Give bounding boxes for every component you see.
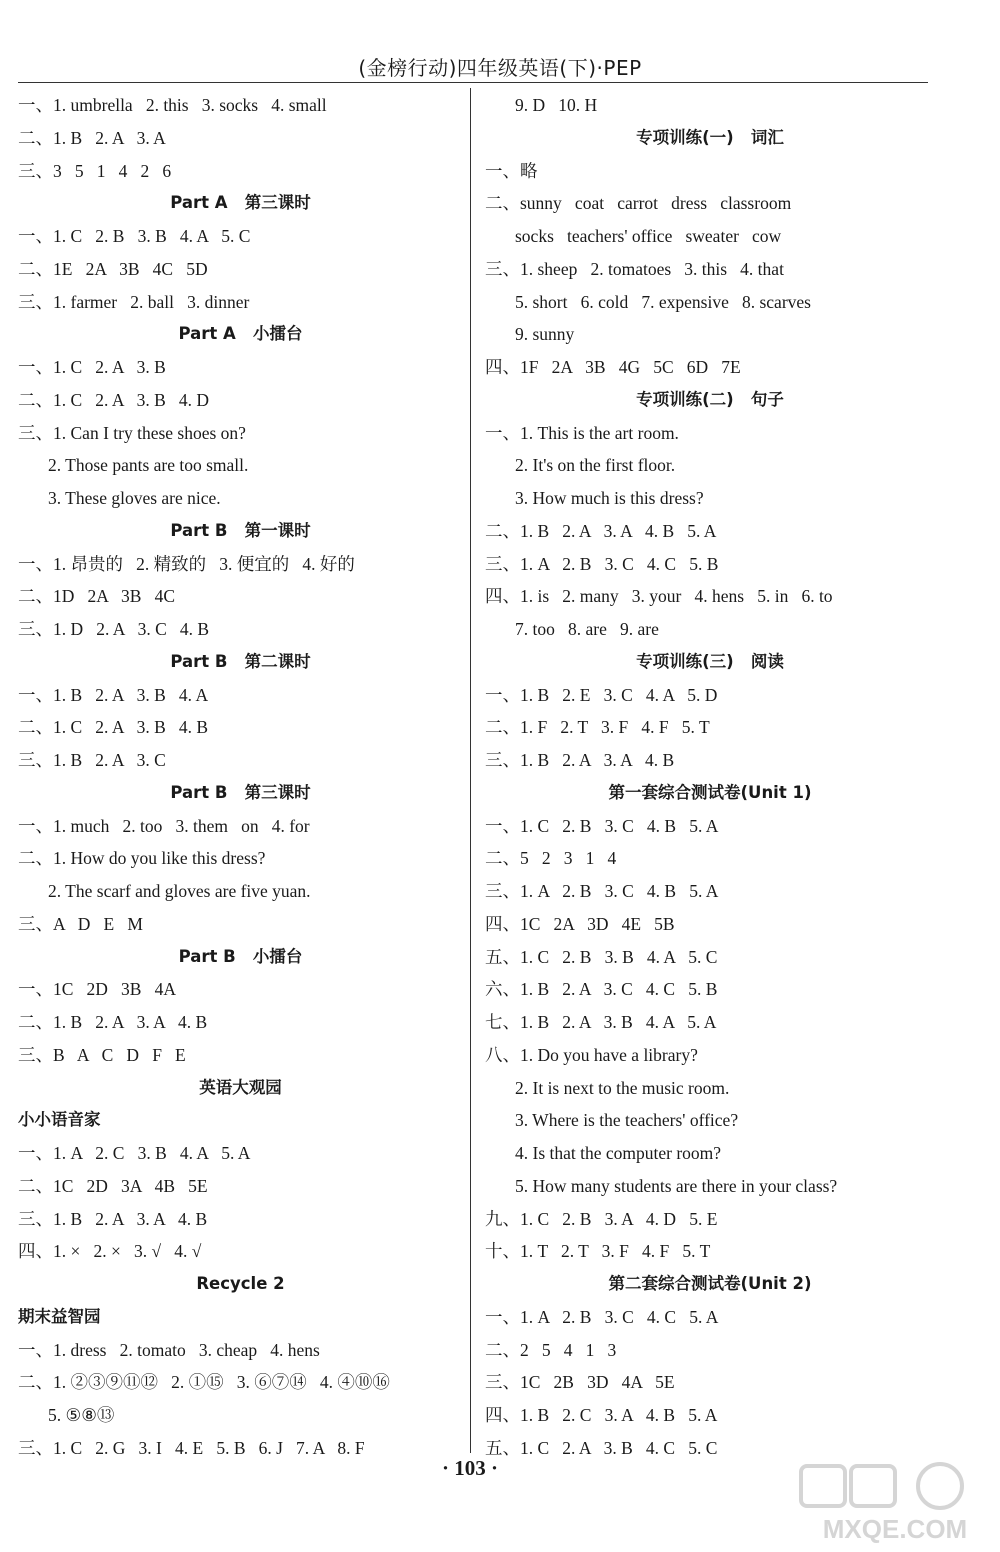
answer-line: 三、1. sheep 2. tomatoes 3. this 4. that [485,258,784,279]
right-column [485,89,935,1465]
answer-line-continued: 3. These gloves are nice. [48,488,221,508]
answer-line: 八、1. Do you have a library? [485,1044,698,1065]
section-heading: Part B 小擂台 [178,946,303,966]
section-heading: Part B 第一课时 [170,520,311,540]
section-heading: Part B 第二课时 [170,651,311,671]
header-rule [18,82,928,83]
subsection-heading: 小小语音家 [18,1110,101,1130]
answer-line: 三、1. farmer 2. ball 3. dinner [18,291,250,312]
answer-line: 二、sunny coat carrot dress classroom [485,193,792,214]
answer-line: 一、1. C 2. B 3. B 4. A 5. C [18,226,251,246]
answer-line: 二、1. How do you like this dress? [18,848,266,869]
section-heading: 第一套综合测试卷(Unit 1) [608,782,812,802]
answer-line: 二、1. C 2. A 3. B 4. B [18,717,209,738]
answer-line: 一、1. umbrella 2. this 3. socks 4. small [18,95,327,115]
answer-line: 二、5 2 3 1 4 [485,848,617,869]
answer-line-continued: 2. It's on the first floor. [515,455,676,476]
section-heading: 英语大观园 [199,1077,282,1097]
answer-line: 三、1. C 2. G 3. I 4. E 5. B 6. J 7. A 8. F [18,1437,365,1458]
answer-line-continued: 9. sunny [515,324,575,345]
answer-line-continued: 5. short 6. cold 7. expensive 8. scarves [515,291,811,312]
answer-line-continued: 2. It is next to the music room. [515,1077,730,1098]
answer-line: 二、1E 2A 3B 4C 5D [18,258,208,279]
page-number: · 103 · [441,1456,498,1480]
answer-line: 二、1C 2D 3A 4B 5E [18,1175,208,1196]
answer-line: 一、1. A 2. C 3. B 4. A 5. A [18,1143,251,1163]
section-heading: 专项训练(一) 词汇 [636,127,784,147]
section-heading: 专项训练(三) 阅读 [636,651,784,671]
column-divider [470,88,471,1453]
answer-line: 二、1. C 2. A 3. B 4. D [18,389,210,410]
answer-line: 三、1. A 2. B 3. C 4. C 5. B [485,553,719,574]
answer-line: 五、1. C 2. B 3. B 4. A 5. C [485,946,718,967]
answer-line: 三、1. D 2. A 3. C 4. B [18,619,210,639]
answer-line: 二、1D 2A 3B 4C [18,586,176,607]
section-heading: 第二套综合测试卷(Unit 2) [608,1274,812,1293]
answer-line-continued: 3. How much is this dress? [515,488,704,508]
answer-line: 三、B A C D F E [18,1044,186,1065]
section-heading: Part B 第三课时 [170,782,311,802]
answer-line: 一、1. B 2. E 3. C 4. A 5. D [485,684,718,705]
answer-line: 七、1. B 2. A 3. B 4. A 5. A [485,1012,717,1032]
left-column [18,89,463,1465]
answer-line: 六、1. B 2. A 3. C 4. C 5. B [485,979,718,1000]
answer-line: 三、1C 2B 3D 4A 5E [485,1372,675,1393]
answer-line-continued: 5. How many students are there in your class? [515,1175,838,1196]
answer-line: 一、1. B 2. A 3. B 4. A [18,684,209,705]
answer-line: 三、A D E M [18,913,143,934]
answer-line: 一、1. dress 2. tomato 3. cheap 4. hens [18,1339,320,1360]
answer-line: 二、1. B 2. A 3. A 4. B [18,1012,208,1032]
answer-line: 四、1C 2A 3D 4E 5B [485,913,675,934]
answer-line-continued: 7. too 8. are 9. are [515,619,659,639]
answer-line: 一、1. 昂贵的 2. 精致的 3. 便宜的 4. 好的 [18,553,355,574]
subsection-heading: 期末益智园 [18,1306,101,1326]
answer-line: 一、1. much 2. too 3. them on 4. for [18,815,310,836]
answer-line: 二、2 5 4 1 3 [485,1339,617,1360]
answer-line: 九、1. C 2. B 3. A 4. D 5. E [485,1208,718,1229]
answer-line: 四、1. × 2. × 3. √ 4. √ [18,1241,202,1262]
answer-line: 一、略 [485,160,538,181]
answer-line: 三、1. A 2. B 3. C 4. B 5. A [485,881,719,901]
section-heading: Part A 第三课时 [170,193,311,213]
answer-line: 四、1. B 2. C 3. A 4. B 5. A [485,1405,718,1425]
answer-line: 三、1. B 2. A 3. A 4. B [18,1208,208,1229]
answer-line: 三、3 5 1 4 2 6 [18,160,172,181]
answer-line: 三、1. B 2. A 3. C [18,750,166,770]
answer-line: 二、1. F 2. T 3. F 4. F 5. T [485,717,710,738]
answer-line: 一、1. This is the art room. [485,422,679,443]
answer-line-continued: 3. Where is the teachers' office? [515,1110,739,1131]
answer-line-continued: 4. Is that the computer room? [515,1143,722,1163]
answer-line-continued: 5. ⑤⑧⑬ [48,1405,115,1425]
answer-line: 一、1. C 2. B 3. C 4. B 5. A [485,815,719,836]
answer-line: 一、1. A 2. B 3. C 4. C 5. A [485,1306,719,1327]
watermark-logo [795,1462,995,1547]
answer-line: 二、1. B 2. A 3. A 4. B 5. A [485,520,717,541]
answer-line: 一、1C 2D 3B 4A [18,979,176,1000]
section-heading: Recycle 2 [196,1274,285,1293]
page-header-title: (金榜行动)四年级英语(下)·PEP [358,56,642,80]
answer-line-continued: 9. D 10. H [515,95,598,115]
svg-text:MXQE.COM: MXQE.COM [822,1514,968,1544]
answer-line: 三、1. Can I try these shoes on? [18,422,246,443]
answer-line: 十、1. T 2. T 3. F 4. F 5. T [485,1241,711,1262]
answer-line: 一、1. C 2. A 3. B [18,357,166,377]
answer-line: 三、1. B 2. A 3. A 4. B [485,750,675,770]
section-heading: Part A 小擂台 [178,324,303,344]
answer-line: 五、1. C 2. A 3. B 4. C 5. C [485,1437,718,1458]
answer-line-continued: 2. Those pants are too small. [48,455,249,476]
answer-line: 四、1F 2A 3B 4G 5C 6D 7E [485,357,741,377]
answer-line-continued: socks teachers' office sweater cow [515,226,782,246]
answer-line: 四、1. is 2. many 3. your 4. hens 5. in 6. to [485,586,833,607]
answer-line-continued: 2. The scarf and gloves are five yuan. [48,881,311,901]
section-heading: 专项训练(二) 句子 [636,389,784,409]
answer-line: 二、1. B 2. A 3. A [18,127,166,148]
answer-line: 二、1. ②③⑨⑪⑫ 2. ①⑮ 3. ⑥⑦⑭ 4. ④⑩⑯ [18,1372,390,1393]
